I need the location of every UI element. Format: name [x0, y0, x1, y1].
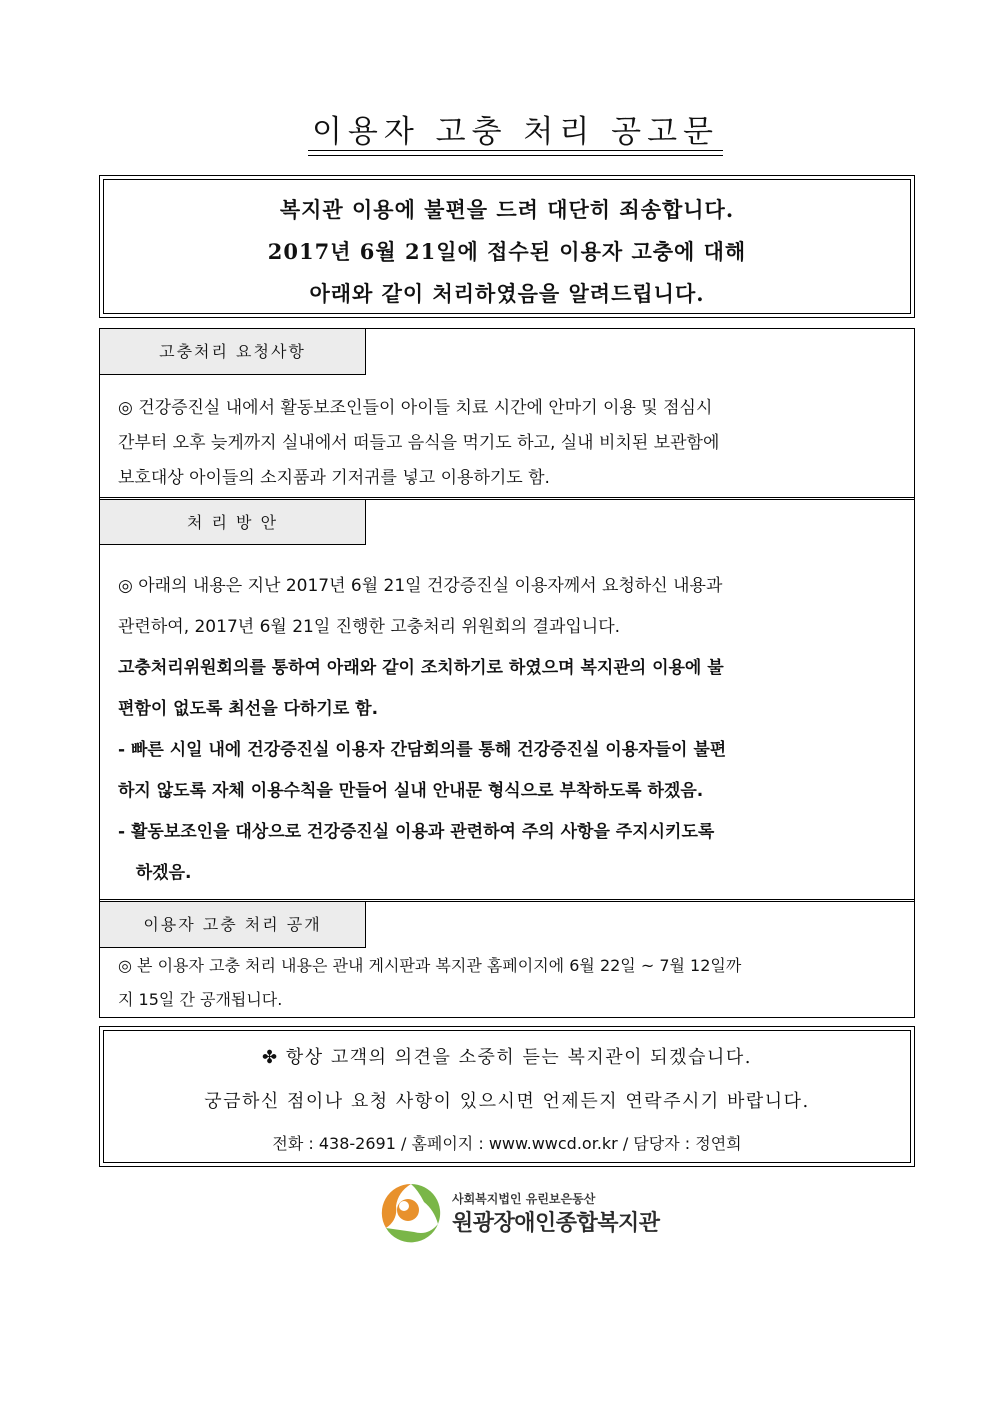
action-line-4: 편함이 없도록 최선을 다하기로 함.	[118, 699, 379, 719]
title-underline-second	[308, 155, 723, 156]
notice-line-3: 아래와 같이 처리하였음을 알려드립니다.	[309, 281, 705, 306]
footer-line-2: 궁금하신 점이나 요청 사항이 있으시면 언제든지 연락주시기 바랍니다.	[204, 1091, 810, 1112]
notice-line-1: 복지관 이용에 불편을 드려 대단히 죄송합니다.	[279, 197, 735, 222]
disclosure-line-2: 지 15일 간 공개됩니다.	[118, 990, 283, 1009]
logo-subtitle: 사회복지법인 유린보은동산	[452, 1192, 596, 1206]
notice-line-2: 2017년 6월 21일에 접수된 이용자 고충에 대해	[267, 239, 747, 264]
title-underline	[308, 150, 723, 151]
request-line-3: 보호대상 아이들의 소지품과 기저귀를 넣고 이용하기도 함.	[118, 468, 550, 488]
disclosure-line-1: ◎ 본 이용자 고충 처리 내용은 관내 게시판과 복지관 홈페이지에 6월 22일 ~ 7월 12일까	[118, 956, 742, 975]
apology-notice-box	[99, 175, 915, 318]
action-line-5: - 빠른 시일 내에 건강증진실 이용자 간담회의를 통해 건강증진실 이용자들이 불편	[118, 740, 727, 760]
request-line-1: ◎ 건강증진실 내에서 활동보조인들이 아이들 치료 시간에 안마기 이용 및 점심시	[118, 398, 713, 418]
complaint-detail-box	[99, 328, 915, 1018]
request-line-2: 간부터 오후 늦게까지 실내에서 떠들고 음식을 먹기도 하고, 실내 비치된 보관함에	[118, 433, 720, 453]
action-line-6: 하지 않도록 자체 이용수칙을 만들어 실내 안내문 형식으로 부착하도록 하겠음.	[118, 781, 704, 801]
action-line-2: 관련하여, 2017년 6월 21일 진행한 고충처리 위원회의 결과입니다.	[118, 617, 621, 637]
request-section-label: 고충처리 요청사항	[100, 329, 366, 375]
request-section-text	[118, 391, 898, 496]
contact-footer-inner-border	[103, 1030, 911, 1163]
action-section-text	[118, 566, 898, 894]
logo-organization-name: 원광장애인종합복지관	[452, 1211, 660, 1236]
disclosure-section-text	[118, 949, 898, 1017]
action-line-8: 하겠음.	[118, 863, 192, 883]
action-line-3: 고충처리위원회의를 통하여 아래와 같이 조치하기로 하였으며 복지관의 이용에 불	[118, 658, 724, 678]
apology-notice-inner-border	[103, 179, 911, 314]
action-line-7: - 활동보조인을 대상으로 건강증진실 이용과 관련하여 주의 사항을 주지시키도록	[118, 822, 715, 842]
organization-logo	[378, 1180, 660, 1250]
footer-line-1: ✤ 항상 고객의 의견을 소중히 듣는 복지관이 되겠습니다.	[262, 1047, 752, 1068]
contact-footer-box	[99, 1026, 915, 1167]
disclosure-section-label: 이용자 고충 처리 공개	[100, 902, 366, 948]
organization-logo-icon	[378, 1180, 444, 1246]
page-title: 이용자 고충 처리 공고문	[311, 114, 720, 150]
action-section-label: 처 리 방 안	[100, 500, 366, 545]
action-line-1: ◎ 아래의 내용은 지난 2017년 6월 21일 건강증진실 이용자께서 요청하신 내용과	[118, 576, 723, 596]
footer-contact-info: 전화 : 438-2691 / 홈페이지 : www.wwcd.or.kr / 담당자 : 정연희	[272, 1134, 742, 1153]
